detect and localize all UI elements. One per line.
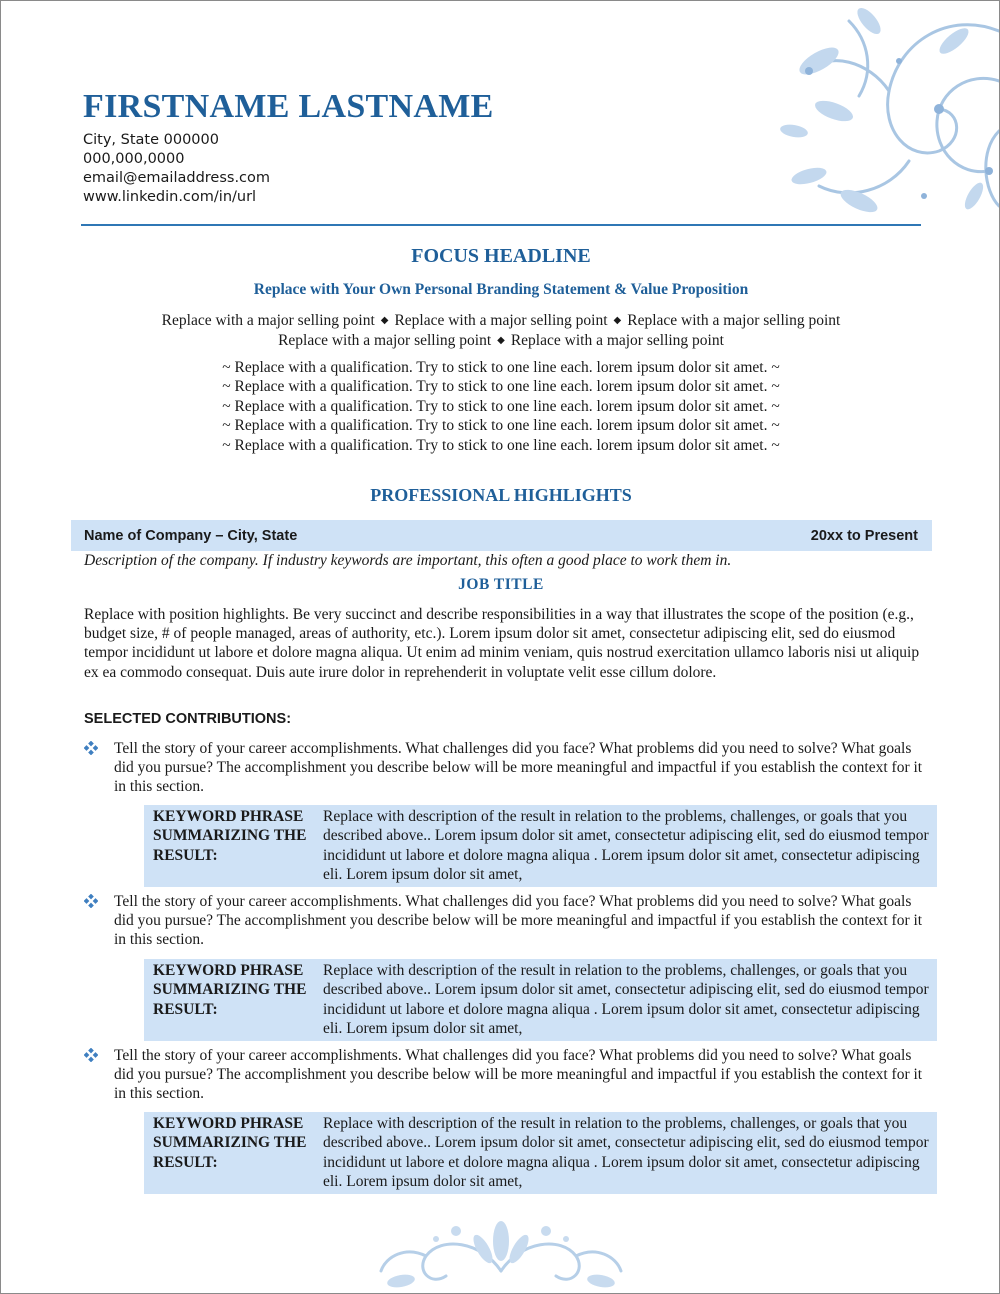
diamond-cluster-icon <box>84 1048 98 1062</box>
employment-dates: 20xx to Present <box>810 527 918 544</box>
qualification: ~ Replace with a qualification. Try to stick to one line each. lorem ipsum dolor sit amet. ~ <box>222 436 780 454</box>
branding-statement: Replace with Your Own Personal Branding Statement & Value Proposition <box>253 281 749 298</box>
diamond-cluster-icon <box>84 894 98 908</box>
diamond-cluster-icon <box>84 741 98 755</box>
header-divider <box>81 224 921 226</box>
floral-footer-icon <box>371 1211 631 1291</box>
result-description: Replace with description of the result in relation to the problems, challenges, or goals that you described above.. Lorem ipsum dolor sit amet, consectetur adipiscing elit, sed do eiusmod tempor incididunt ut labore et dolore magna aliqua . Lorem ipsum dolor sit amet, consectetur adipiscing eli. Lorem ipsum dolor sit amet, <box>323 1115 929 1191</box>
contact-city: City, State 000000 <box>83 132 219 148</box>
job-title: JOB TITLE <box>458 576 544 593</box>
contribution-story: Tell the story of your career accomplishments. What challenges did you face? What problems did you need to solve? What goals did you pursue? The accomplishment you describe below will be more meaningful and impactful if you establish the context for it in this section. <box>114 740 923 796</box>
focus-headline: FOCUS HEADLINE <box>411 245 591 267</box>
contact-linkedin: www.linkedin.com/in/url <box>83 189 257 205</box>
qualification: ~ Replace with a qualification. Try to stick to one line each. lorem ipsum dolor sit amet. ~ <box>222 417 780 435</box>
contribution-story: Tell the story of your career accomplishments. What challenges did you face? What problems did you need to solve? What goals did you pursue? The accomplishment you describe below will be more meaningful and impactful if you establish the context for it in this section. <box>114 893 923 949</box>
selling-point: Replace with a major selling point <box>510 332 724 349</box>
diamond-icon: ◆ <box>497 335 505 346</box>
result-keyword: KEYWORD PHRASE SUMMARIZING THE RESULT: <box>153 808 307 864</box>
contact-phone: 000,000,0000 <box>83 151 185 167</box>
diamond-icon: ◆ <box>613 315 622 326</box>
qualification: ~ Replace with a qualification. Try to stick to one line each. lorem ipsum dolor sit amet. ~ <box>222 397 780 415</box>
contribution-item <box>84 1046 929 1104</box>
candidate-name: FIRSTNAME LASTNAME <box>83 88 494 125</box>
result-description: Replace with description of the result in relation to the problems, challenges, or goals that you described above.. Lorem ipsum dolor sit amet, consectetur adipiscing elit, sed do eiusmod tempor incididunt ut labore et dolore magna aliqua . Lorem ipsum dolor sit amet, consectetur adipiscing eli. Lorem ipsum dolor sit amet, <box>323 962 929 1038</box>
result-keyword: KEYWORD PHRASE SUMMARIZING THE RESULT: <box>153 962 307 1018</box>
selling-point: Replace with a major selling point <box>394 312 608 329</box>
qualifications-list <box>71 358 931 455</box>
diamond-icon: ◆ <box>380 315 389 326</box>
qualification: ~ Replace with a qualification. Try to stick to one line each. lorem ipsum dolor sit amet. ~ <box>222 378 780 396</box>
contribution-item <box>84 739 929 797</box>
result-keyword: KEYWORD PHRASE SUMMARIZING THE RESULT: <box>153 1115 307 1171</box>
contributions-heading: SELECTED CONTRIBUTIONS: <box>84 711 292 727</box>
contribution-item <box>84 892 929 950</box>
selling-points <box>71 311 931 351</box>
position-highlights: Replace with position highlights. Be very succinct and describe responsibilities in a way that illustrates the scope of the position (e.g., budget size, # of people managed, areas of authority, etc.). Lorem ipsum dolor sit amet, consectetur adipiscing elit, sed do eiusmod tempor incididunt ut labore et dolore magna aliqua. Ut enim ad minim veniam, quis nostrud exercitation ullamco laboris nisi ut aliquip ex ea commodo consequat. Duis aute irure dolor in reprehenderit in voluptate velit esse cillum dolore. <box>84 606 920 681</box>
result-box <box>144 1112 937 1194</box>
qualification: ~ Replace with a qualification. Try to stick to one line each. lorem ipsum dolor sit amet. ~ <box>222 359 780 376</box>
selling-point: Replace with a major selling point <box>278 332 492 349</box>
result-box <box>144 959 937 1041</box>
company-name: Name of Company – City, State <box>84 527 298 544</box>
result-description: Replace with description of the result in relation to the problems, challenges, or goals that you described above.. Lorem ipsum dolor sit amet, consectetur adipiscing elit, sed do eiusmod tempor incididunt ut labore et dolore magna aliqua . Lorem ipsum dolor sit amet, consectetur adipiscing eli. Lorem ipsum dolor sit amet, <box>323 808 929 884</box>
resume-header <box>83 87 494 207</box>
section-title-highlights: PROFESSIONAL HIGHLIGHTS <box>370 485 632 505</box>
company-description: Description of the company. If industry keywords are important, this often a good place to work them in. <box>84 552 732 569</box>
selling-point: Replace with a major selling point <box>161 312 375 329</box>
company-bar <box>71 520 932 551</box>
floral-ornament-icon <box>699 1 999 226</box>
selling-point: Replace with a major selling point <box>627 312 841 329</box>
contact-email: email@emailaddress.com <box>83 170 271 186</box>
contribution-story: Tell the story of your career accomplishments. What challenges did you face? What problems did you need to solve? What goals did you pursue? The accomplishment you describe below will be more meaningful and impactful if you establish the context for it in this section. <box>114 1047 923 1103</box>
result-box <box>144 805 937 887</box>
